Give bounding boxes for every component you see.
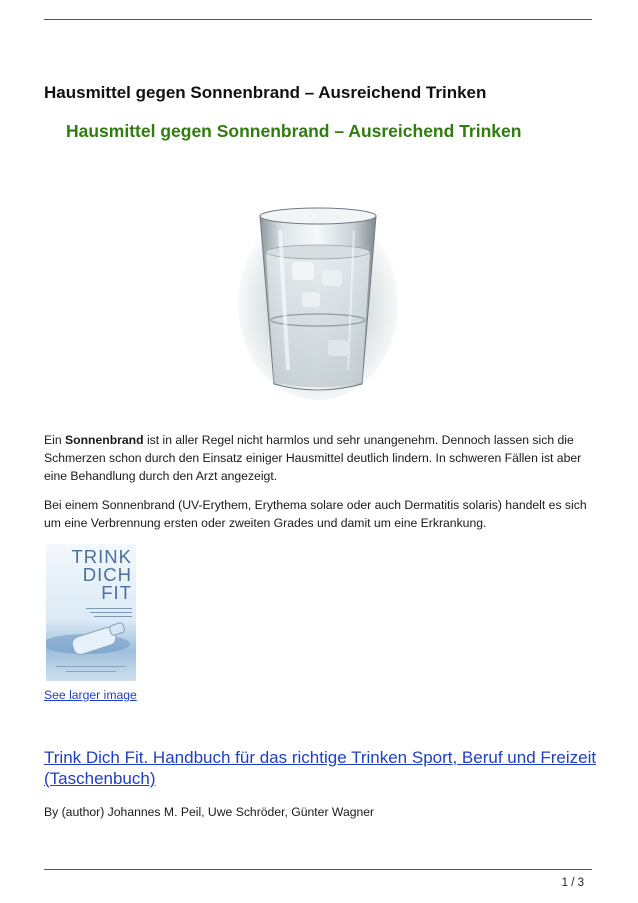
see-larger-image-link[interactable]: See larger image [44,688,137,702]
cover-subtitle-line [94,616,132,617]
article-heading: Hausmittel gegen Sonnenbrand – Ausreichend Trinken [66,121,522,141]
page-number: 1 / 3 [561,877,584,889]
footer-rule [44,869,592,870]
water-glass-image [236,200,400,400]
cover-author-line [56,666,126,667]
cover-subtitle-line [90,612,132,613]
cover-subtitle-line [86,608,132,609]
cover-line: DICH [82,564,132,585]
book-title-link[interactable]: Trink Dich Fit. Handbuch für das richtige Trinken Sport, Beruf und Freizeit (Taschenbuch) [44,748,597,788]
bottle-icon [46,618,136,662]
cover-title [50,548,132,602]
cover-publisher-line [66,671,116,672]
cover-line: TRINK [71,546,132,567]
paragraph-sunburn-intro [44,431,600,485]
paragraph-rest: ist in aller Regel nicht harmlos und sehr unangenehm. Dennoch lassen sich die Schmerzen schon durch den Einsatz einiger Hausmittel deutlich lindern. In schweren Fällen ist aber eine Behandlung durch den Arzt angezeigt. [44,433,582,483]
book-authors: By (author) Johannes M. Peil, Uwe Schröder, Günter Wagner [44,805,375,819]
paragraph-sunburn-definition: Bei einem Sonnenbrand (UV-Erythem, Erythema solare oder auch Dermatitis solaris) handelt es sich um eine Verbrennung ersten oder zweiten Grades und damit um eine Erkrankung. [44,498,587,530]
cover-line: FIT [101,582,132,603]
paragraph-lead: Ein [44,433,66,447]
keyword-sonnenbrand: Sonnenbrand [65,433,144,447]
document-title: Hausmittel gegen Sonnenbrand – Ausreichend Trinken [44,83,487,102]
header-rule [44,19,592,20]
book-cover-image[interactable] [46,544,136,681]
